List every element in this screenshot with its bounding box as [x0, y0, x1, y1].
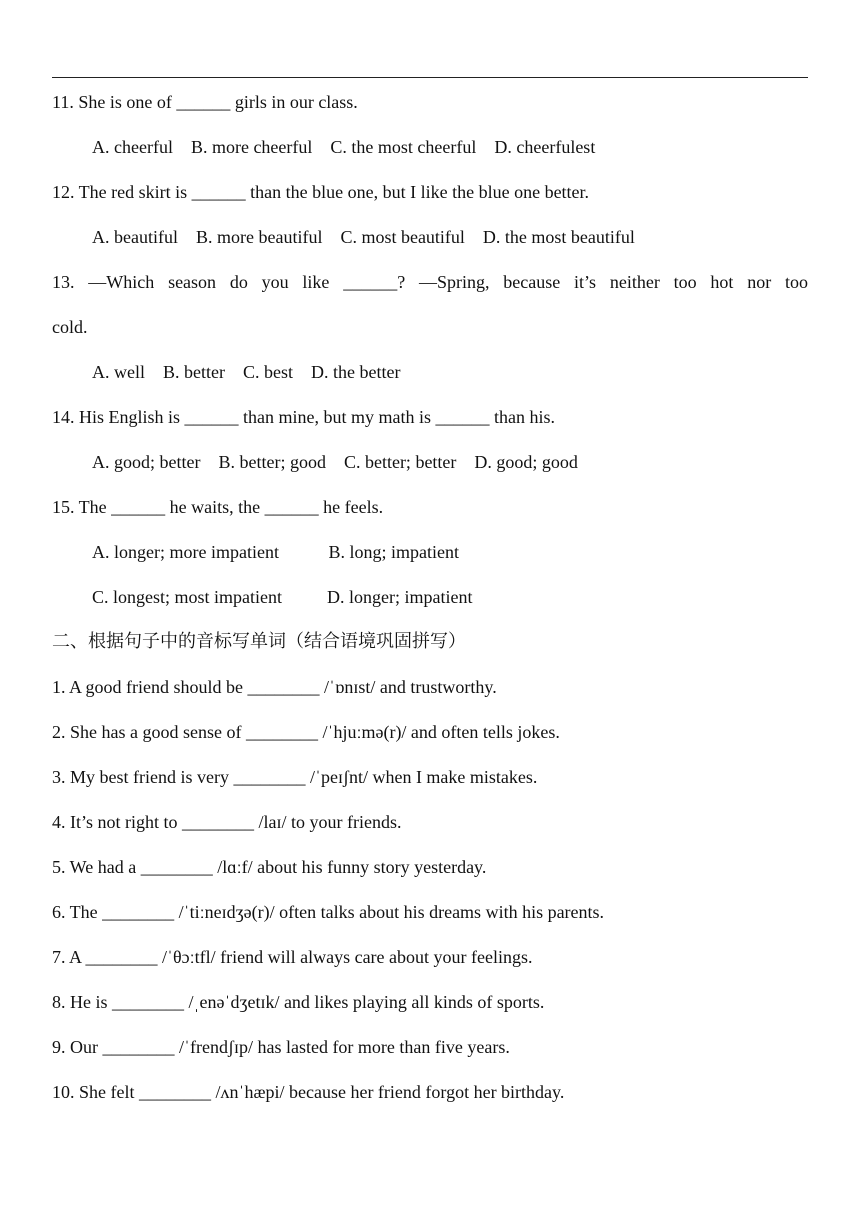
header-rule [52, 77, 808, 78]
fill-item-10: 10. She felt ________ /ʌnˈhæpi/ because her friend forgot her birthday. [52, 1082, 565, 1102]
question-13: 13. —Which season do you like ______? —Spring, because it’s neither too hot nor too [52, 272, 808, 292]
fill-item-3: 3. My best friend is very ________ /ˈpeɪʃnt/ when I make mistakes. [52, 767, 538, 787]
fill-item-2: 2. She has a good sense of ________ /ˈhjuːmə(r)/ and often tells jokes. [52, 722, 560, 742]
fill-item-9: 9. Our ________ /ˈfrendʃɪp/ has lasted for more than five years. [52, 1037, 510, 1057]
fill-item-7: 7. A ________ /ˈθɔːtfl/ friend will always care about your feelings. [52, 947, 533, 967]
question-11-options: A. cheerful B. more cheerful C. the most cheerful D. cheerfulest [92, 137, 596, 157]
fill-item-8: 8. He is ________ /ˌenəˈdʒetɪk/ and likes playing all kinds of sports. [52, 992, 545, 1012]
question-14-options: A. good; better B. better; good C. better; better D. good; good [92, 452, 578, 472]
question-14: 14. His English is ______ than mine, but my math is ______ than his. [52, 407, 555, 427]
section-2-title: 二、根据句子中的音标写单词（结合语境巩固拼写） [52, 631, 466, 652]
question-11: 11. She is one of ______ girls in our class. [52, 92, 358, 112]
question-12-options: A. beautiful B. more beautiful C. most beautiful D. the most beautiful [92, 227, 635, 247]
question-12: 12. The red skirt is ______ than the blue one, but I like the blue one better. [52, 182, 590, 202]
fill-item-4: 4. It’s not right to ________ /laɪ/ to your friends. [52, 812, 402, 832]
question-13-options: A. well B. better C. best D. the better [92, 362, 401, 382]
fill-item-1: 1. A good friend should be ________ /ˈɒnɪst/ and trustworthy. [52, 677, 497, 697]
question-15-options-row1: A. longer; more impatient B. long; impatient [92, 542, 459, 562]
question-15: 15. The ______ he waits, the ______ he feels. [52, 497, 384, 517]
question-13-continued: cold. [52, 317, 88, 337]
question-15-options-row2: C. longest; most impatient D. longer; impatient [92, 587, 473, 607]
fill-item-5: 5. We had a ________ /lɑːf/ about his funny story yesterday. [52, 857, 487, 877]
fill-item-6: 6. The ________ /ˈtiːneɪdʒə(r)/ often talks about his dreams with his parents. [52, 902, 605, 922]
